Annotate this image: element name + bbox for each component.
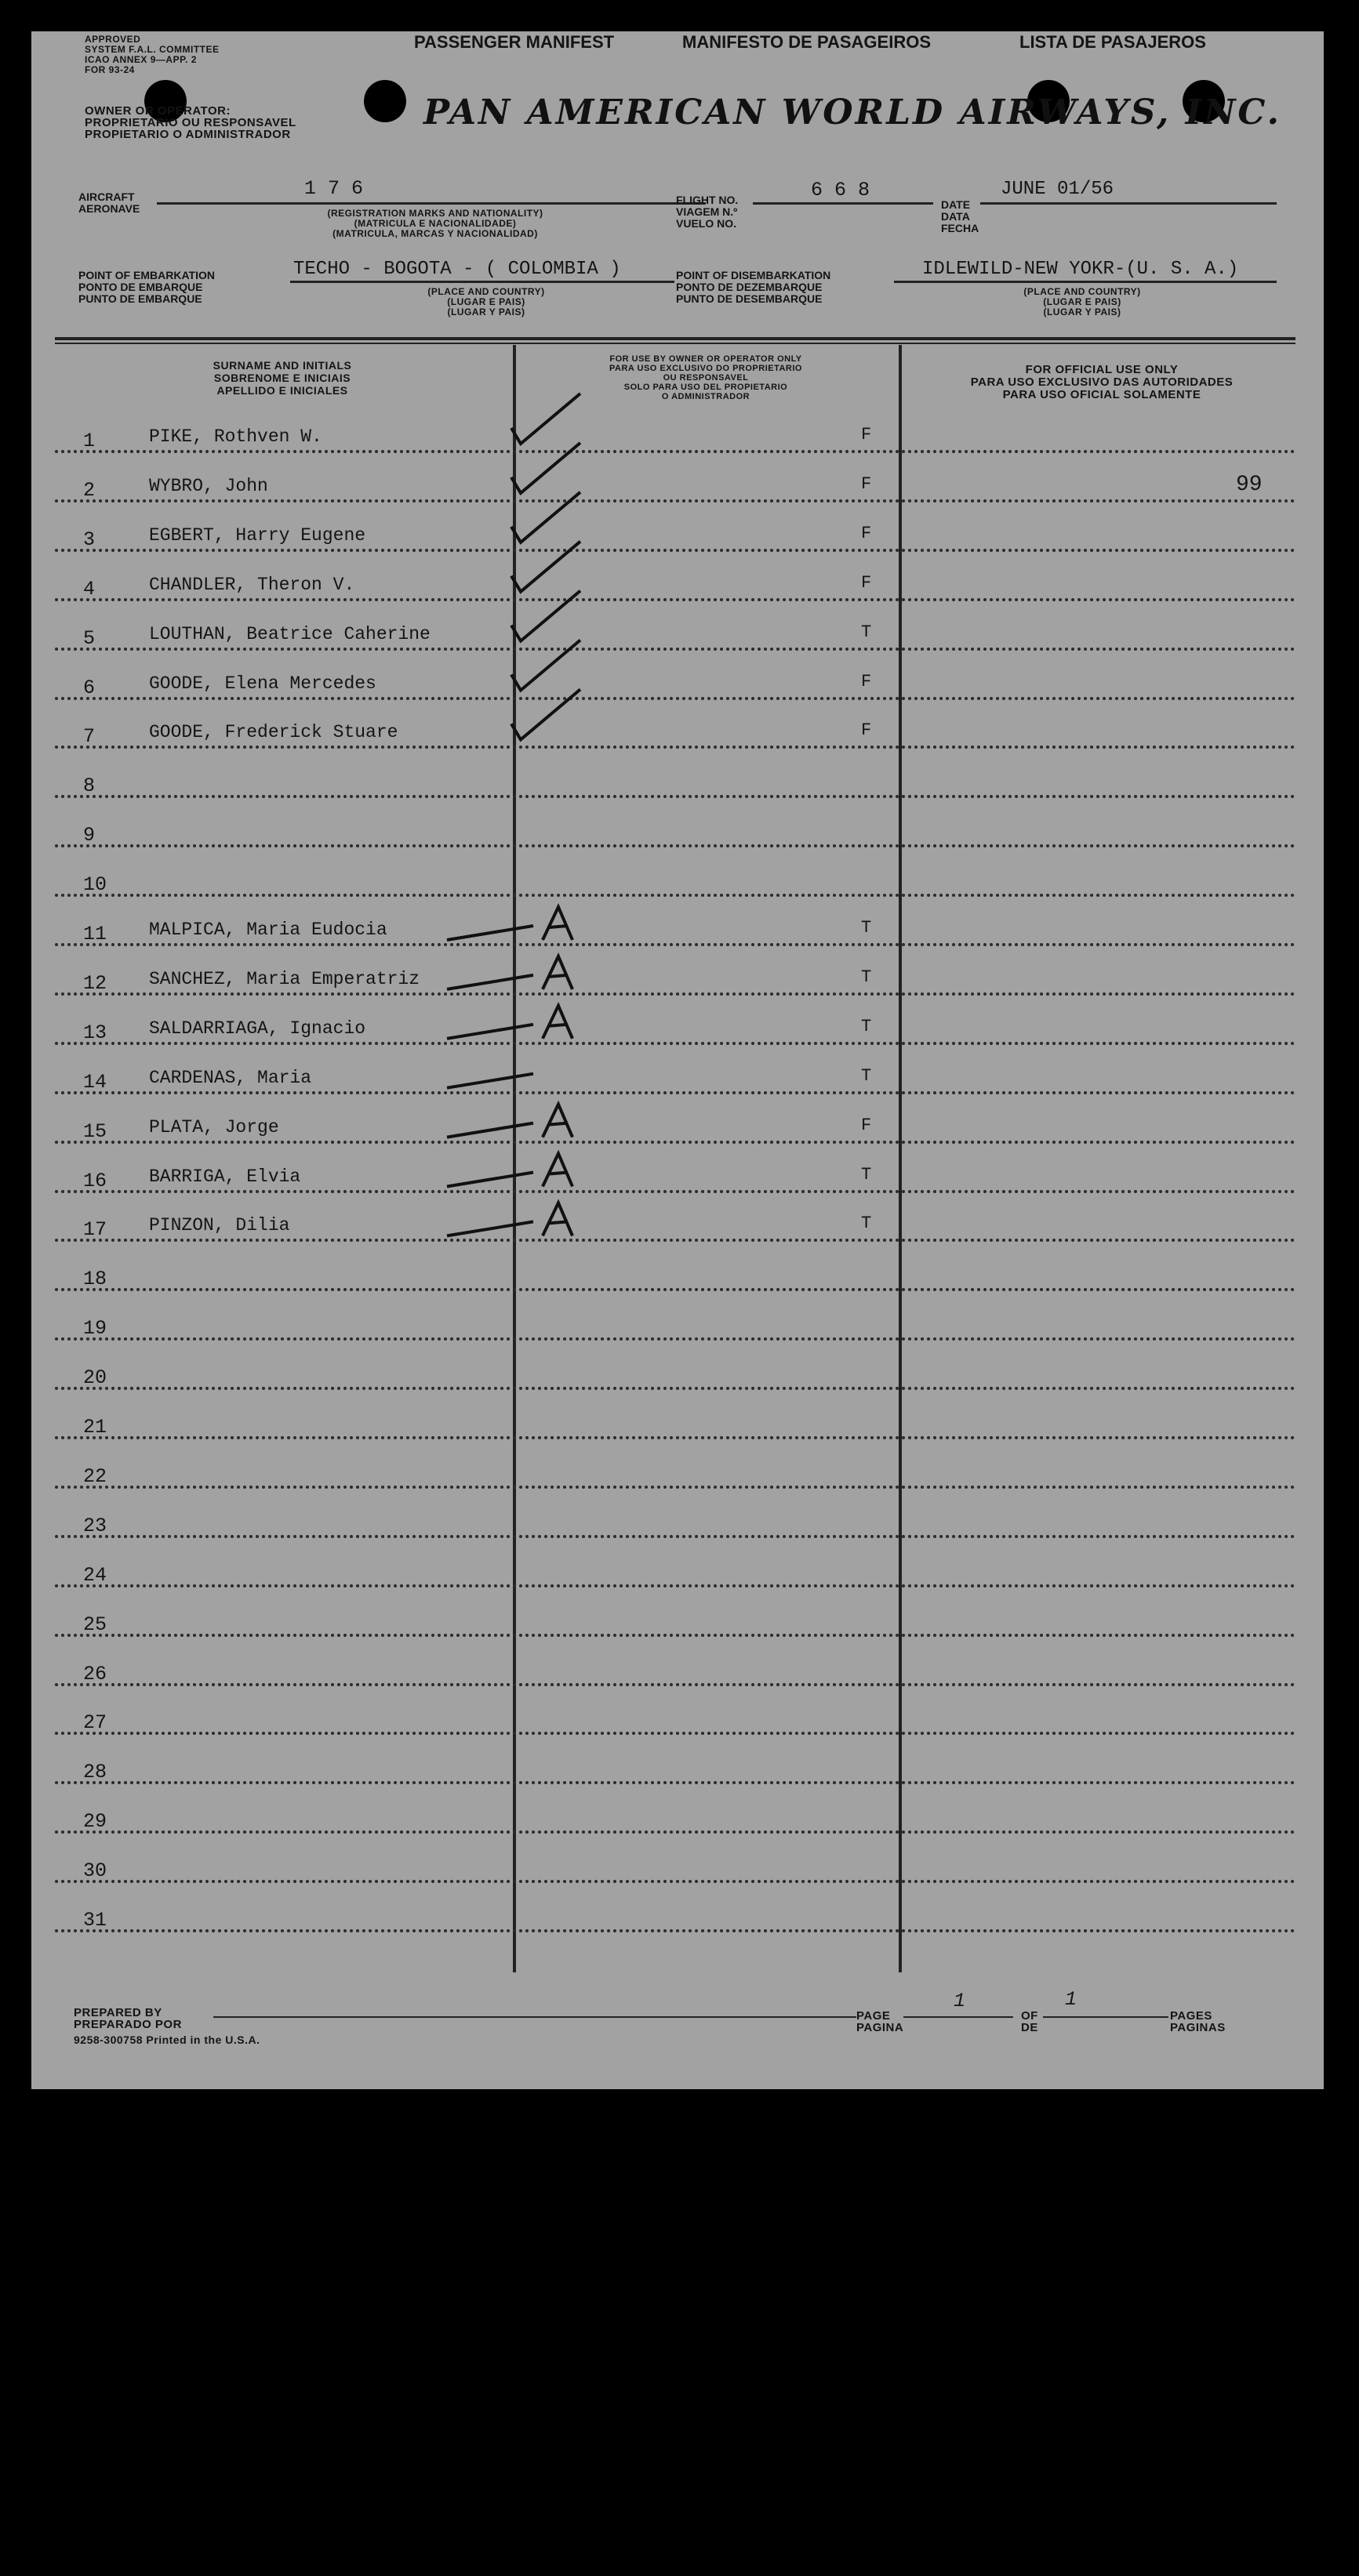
column-header-line: FOR OFFICIAL USE ONLY	[1025, 363, 1179, 376]
status-code: T	[861, 1214, 872, 1234]
row-number: 21	[83, 1416, 107, 1439]
owner-label: PROPIETARIO O ADMINISTRADOR	[85, 128, 291, 141]
passenger-name: BARRIGA, Elvia	[149, 1166, 301, 1187]
check-mark	[511, 443, 580, 493]
row-number: 29	[83, 1810, 107, 1834]
row-number: 2	[83, 478, 96, 502]
letter-a-mark	[543, 907, 572, 940]
check-mark	[511, 689, 580, 739]
embarkation-label: PUNTO DE EMBARQUE	[78, 292, 202, 305]
status-code: T	[861, 1065, 872, 1086]
column-header-line: PARA USO EXCLUSIVO DO PROPRIETARIO	[609, 364, 802, 373]
aircraft-sub-label: (MATRICULA, MARCAS Y NACIONALIDAD)	[332, 228, 538, 239]
column-header-line: O ADMINISTRADOR	[661, 392, 750, 401]
page-label: PAGINA	[856, 2021, 904, 2034]
row-number: 3	[83, 528, 96, 551]
date-label: DATA	[941, 210, 970, 223]
approval-line: APPROVED	[85, 34, 141, 45]
passenger-name: GOODE, Elena Mercedes	[149, 673, 376, 694]
aircraft-label: AIRCRAFT	[78, 190, 135, 203]
status-code: T	[861, 622, 872, 642]
status-code: F	[861, 720, 872, 741]
approval-line: FOR 93-24	[85, 64, 135, 75]
embarkation-sub-label: (PLACE AND COUNTRY)	[427, 286, 545, 297]
embarkation-label: POINT OF EMBARKATION	[78, 269, 215, 281]
flight-label: VIAGEM N.º	[676, 205, 738, 218]
flight-label: VUELO NO.	[676, 217, 737, 230]
passenger-name: CHANDLER, Theron V.	[149, 574, 355, 595]
row-number: 25	[83, 1613, 107, 1636]
column-header-line: PARA USO OFICIAL SOLAMENTE	[1002, 388, 1201, 401]
title-es: LISTA DE PASAJEROS	[1019, 32, 1206, 52]
status-code: F	[861, 572, 872, 593]
owner-label: OWNER OR OPERATOR:	[85, 104, 231, 118]
row-number: 6	[83, 676, 96, 699]
row-number: 1	[83, 430, 96, 452]
owner-label: PROPRIETARIO OU RESPONSAVEL	[85, 116, 296, 129]
date-label: FECHA	[941, 222, 979, 234]
status-code: T	[861, 1164, 872, 1185]
column-header-line: SOLO PARA USO DEL PROPIETARIO	[623, 383, 788, 392]
passenger-name: PIKE, Rothven W.	[149, 426, 322, 447]
row-number: 31	[83, 1909, 107, 1932]
page-label: PAGE	[856, 2009, 891, 2023]
disembarkation-label: PUNTO DE DESEMBARQUE	[676, 292, 823, 305]
disembarkation-value: IDLEWILD-NEW YOKR-(U. S. A.)	[922, 259, 1239, 280]
row-number: 27	[83, 1711, 107, 1735]
row-number: 28	[83, 1761, 107, 1784]
row-number: 18	[83, 1268, 107, 1291]
dash-mark	[447, 1123, 533, 1137]
title-en: PASSENGER MANIFEST	[414, 32, 615, 52]
page-value: 1	[954, 1990, 966, 2012]
prepared-label: PREPARADO POR	[74, 2018, 182, 2031]
form-number: 9258-300758 Printed in the U.S.A.	[74, 2034, 260, 2046]
of-value: 1	[1065, 1988, 1077, 2011]
passenger-name: PINZON, Dilia	[149, 1215, 290, 1236]
pages-label: PAGINAS	[1170, 2021, 1226, 2034]
dash-mark	[447, 1074, 533, 1088]
row-number: 16	[83, 1169, 107, 1192]
status-code: T	[861, 1016, 872, 1036]
status-code: F	[861, 1115, 872, 1135]
airline-name: PAN AMERICAN WORLD AIRWAYS, INC.	[423, 93, 1281, 132]
passenger-name: CARDENAS, Maria	[149, 1067, 312, 1088]
dash-mark	[447, 1025, 533, 1039]
row-number: 20	[83, 1366, 107, 1390]
row-number: 4	[83, 577, 96, 600]
dash-mark	[447, 1173, 533, 1187]
row-number: 19	[83, 1317, 107, 1341]
title-pt: MANIFESTO DE PASAGEIROS	[682, 32, 932, 52]
letter-a-mark	[543, 1105, 572, 1137]
status-code: F	[861, 425, 872, 444]
check-mark	[511, 542, 580, 592]
row-number: 17	[83, 1218, 107, 1242]
letter-a-mark	[543, 1154, 572, 1187]
check-mark	[511, 394, 580, 444]
column-header-line: PARA USO EXCLUSIVO DAS AUTORIDADES	[970, 376, 1234, 389]
row-number: 15	[83, 1119, 107, 1143]
handwritten-marks	[31, 31, 1324, 2089]
manifest-sheet	[31, 31, 1324, 2089]
of-labels	[1021, 2010, 1038, 2034]
prepared-by-labels	[74, 2007, 182, 2030]
passenger-name: SALDARRIAGA, Ignacio	[149, 1018, 366, 1039]
row-number: 10	[83, 873, 107, 897]
aircraft-sub-label: (REGISTRATION MARKS AND NATIONALITY)	[327, 208, 543, 219]
row-number: 5	[83, 626, 96, 650]
status-code: T	[861, 918, 872, 938]
column-header-line: APELLIDO E INICIALES	[216, 384, 348, 397]
row-number: 14	[83, 1070, 107, 1094]
page-labels	[856, 2010, 903, 2034]
aircraft-value: 1 7 6	[304, 177, 364, 200]
letter-a-mark	[543, 1203, 572, 1235]
check-mark	[511, 591, 580, 641]
status-code: T	[861, 967, 872, 987]
pages-labels	[1170, 2010, 1226, 2034]
flight-label: FLIGHT NO.	[676, 194, 739, 206]
column-header-line: SOBRENOME E INICIAIS	[213, 372, 351, 384]
disembarkation-sub-label: (LUGAR Y PAIS)	[1043, 307, 1121, 317]
disembarkation-sub-label: (PLACE AND COUNTRY)	[1023, 286, 1141, 297]
dash-mark	[447, 926, 533, 940]
column-header-line: FOR USE BY OWNER OR OPERATOR ONLY	[609, 354, 802, 364]
embarkation-sub-label: (LUGAR Y PAIS)	[447, 307, 525, 317]
row-number: 13	[83, 1021, 107, 1044]
letter-a-mark	[543, 956, 572, 989]
passenger-name: SANCHEZ, Maria Emperatriz	[149, 968, 420, 989]
row-number: 22	[83, 1464, 107, 1488]
letter-a-mark	[543, 1006, 572, 1039]
date-value: JUNE 01/56	[1001, 179, 1114, 200]
dash-mark	[447, 1221, 533, 1235]
status-code: F	[861, 671, 872, 691]
column-header-line: OU RESPONSAVEL	[663, 373, 749, 383]
check-mark	[511, 492, 580, 542]
row-number: 9	[83, 824, 96, 847]
embarkation-label: PONTO DE EMBARQUE	[78, 281, 203, 293]
row-number: 12	[83, 971, 107, 995]
passenger-name: MALPICA, Maria Eudocia	[149, 920, 387, 940]
passenger-name: EGBERT, Harry Eugene	[149, 524, 366, 546]
status-code: F	[861, 473, 872, 494]
column-header-line: SURNAME AND INITIALS	[213, 359, 352, 372]
passenger-name: PLATA, Jorge	[149, 1116, 279, 1137]
prepared-label: PREPARED BY	[74, 2006, 162, 2019]
row-number: 23	[83, 1514, 107, 1537]
approval-line: ICAO ANNEX 9—APP. 2	[85, 54, 197, 65]
passenger-name: WYBRO, John	[149, 475, 268, 496]
of-label: OF	[1021, 2009, 1038, 2023]
row-number: 8	[83, 775, 96, 798]
row-number: 26	[83, 1662, 107, 1685]
passenger-name: GOODE, Frederick Stuare	[149, 722, 398, 743]
approval-line: SYSTEM F.A.L. COMMITTEE	[85, 44, 220, 55]
row-number: 11	[83, 923, 107, 945]
disembarkation-label: POINT OF DISEMBARKATION	[676, 269, 831, 281]
aircraft-label: AERONAVE	[78, 202, 140, 215]
pages-label: PAGES	[1170, 2009, 1212, 2023]
embarkation-sub-label: (LUGAR E PAIS)	[447, 296, 525, 307]
row-number: 7	[83, 725, 96, 749]
passenger-name: LOUTHAN, Beatrice Caherine	[149, 623, 431, 644]
flight-value: 6 6 8	[811, 179, 870, 201]
check-mark	[511, 640, 580, 691]
row-number: 30	[83, 1859, 107, 1883]
disembarkation-label: PONTO DE DEZEMBARQUE	[676, 281, 823, 293]
aircraft-sub-label: (MATRICULA E NACIONALIDADE)	[354, 218, 517, 229]
date-label: DATE	[941, 198, 971, 211]
dash-mark	[447, 975, 533, 989]
row-number: 24	[83, 1563, 107, 1587]
status-code: F	[861, 523, 872, 543]
official-note: 99	[1236, 472, 1263, 497]
disembarkation-sub-label: (LUGAR E PAIS)	[1043, 296, 1121, 307]
embarkation-value: TECHO - BOGOTA - ( COLOMBIA )	[293, 259, 621, 280]
of-label: DE	[1021, 2021, 1038, 2034]
